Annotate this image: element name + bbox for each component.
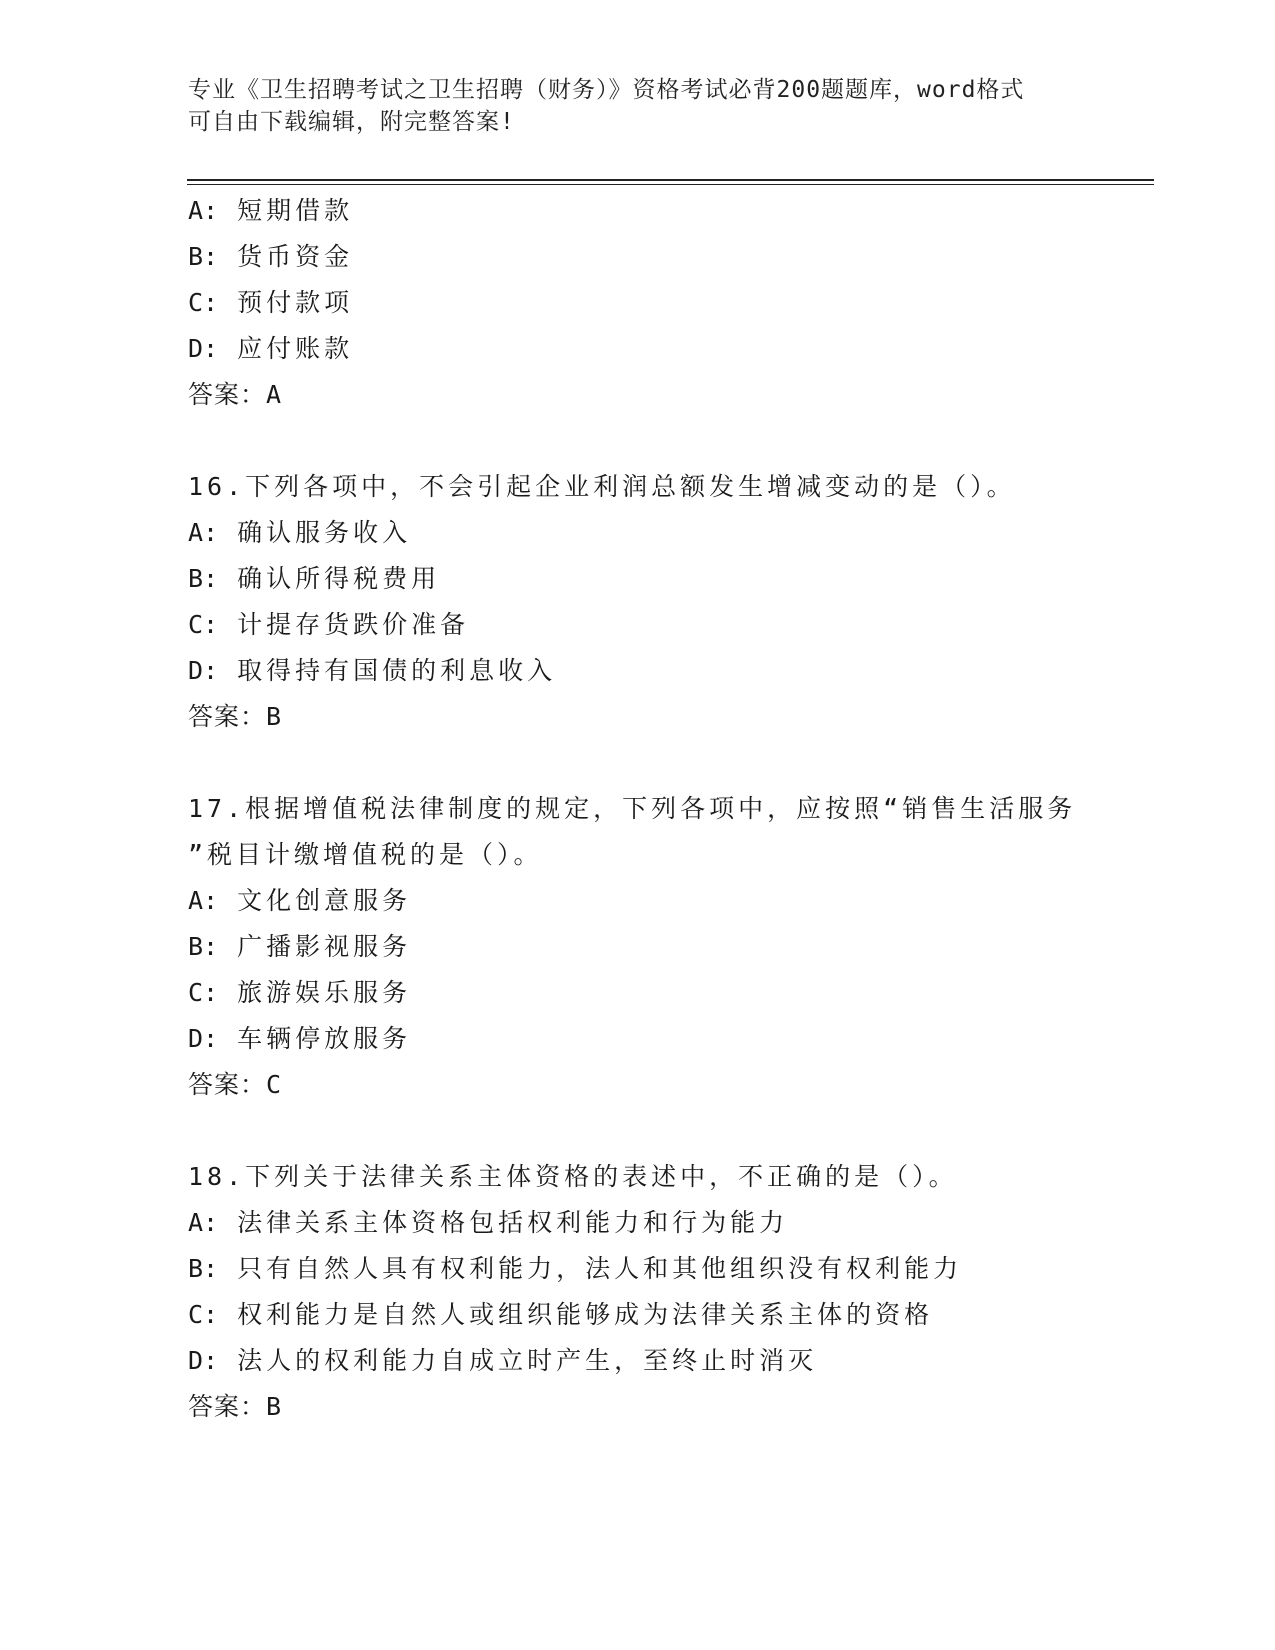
answer-label: 答案： bbox=[188, 702, 267, 731]
answer-option bbox=[188, 1016, 1188, 1062]
option-text: 短期借款 bbox=[237, 196, 354, 225]
answer-value: B bbox=[266, 702, 283, 731]
answer-line bbox=[188, 694, 1188, 740]
question-block bbox=[188, 418, 1188, 740]
answer-option bbox=[188, 970, 1188, 1016]
option-key: A: bbox=[188, 1208, 219, 1237]
header-rule-thin bbox=[187, 184, 1154, 185]
answer-option bbox=[188, 924, 1188, 970]
question-block bbox=[188, 1108, 1188, 1430]
option-key: D: bbox=[188, 656, 219, 685]
question-title: 16.下列各项中，不会引起企业利润总额发生增减变动的是（）。 bbox=[188, 472, 1016, 501]
option-key: A: bbox=[188, 196, 219, 225]
option-key: C: bbox=[188, 978, 219, 1007]
option-text: 文化创意服务 bbox=[237, 886, 412, 915]
answer-option bbox=[188, 510, 1188, 556]
option-key: B: bbox=[188, 242, 219, 271]
option-text: 法人的权利能力自成立时产生，至终止时消灭 bbox=[237, 1346, 818, 1375]
answer-option bbox=[188, 1246, 1188, 1292]
option-text: 权利能力是自然人或组织能够成为法律关系主体的资格 bbox=[237, 1300, 934, 1329]
option-key: A: bbox=[188, 886, 219, 915]
answer-label: 答案： bbox=[188, 1070, 267, 1099]
answer-option bbox=[188, 1292, 1188, 1338]
answer-line bbox=[188, 372, 1188, 418]
option-key: C: bbox=[188, 1300, 219, 1329]
option-key: D: bbox=[188, 334, 219, 363]
option-text: 确认服务收入 bbox=[237, 518, 412, 547]
answer-label: 答案： bbox=[188, 380, 267, 409]
answer-option bbox=[188, 234, 1188, 280]
question-spacer bbox=[188, 740, 1188, 786]
answer-option bbox=[188, 648, 1188, 694]
option-key: B: bbox=[188, 564, 219, 593]
option-text: 计提存货跌价准备 bbox=[237, 610, 470, 639]
option-text: 广播影视服务 bbox=[237, 932, 412, 961]
option-key: D: bbox=[188, 1024, 219, 1053]
answer-value: A bbox=[266, 380, 283, 409]
option-text: 确认所得税费用 bbox=[237, 564, 441, 593]
option-text: 法律关系主体资格包括权利能力和行为能力 bbox=[237, 1208, 789, 1237]
option-text: 只有自然人具有权利能力，法人和其他组织没有权利能力 bbox=[237, 1254, 963, 1283]
answer-label: 答案： bbox=[188, 1392, 267, 1421]
option-key: B: bbox=[188, 932, 219, 961]
answer-option bbox=[188, 556, 1188, 602]
question-spacer bbox=[188, 418, 1188, 464]
answer-option bbox=[188, 1338, 1188, 1384]
question-block bbox=[188, 740, 1188, 1108]
document-header bbox=[188, 74, 1088, 138]
question-list bbox=[188, 188, 1188, 1430]
option-text: 应付账款 bbox=[237, 334, 354, 363]
answer-line bbox=[188, 1062, 1188, 1108]
header-rule-thick bbox=[187, 179, 1154, 181]
answer-value: B bbox=[266, 1392, 283, 1421]
answer-option bbox=[188, 280, 1188, 326]
answer-option bbox=[188, 878, 1188, 924]
option-key: C: bbox=[188, 288, 219, 317]
answer-option bbox=[188, 188, 1188, 234]
option-text: 预付款项 bbox=[237, 288, 354, 317]
question-block bbox=[188, 188, 1188, 418]
option-key: D: bbox=[188, 1346, 219, 1375]
option-text: 取得持有国债的利息收入 bbox=[237, 656, 557, 685]
question-title: 17.根据增值税法律制度的规定，下列各项中，应按照“销售生活服务 bbox=[188, 794, 1077, 823]
answer-option bbox=[188, 1200, 1188, 1246]
question-title: ”税目计缴增值税的是（）。 bbox=[188, 840, 543, 869]
option-key: C: bbox=[188, 610, 219, 639]
question-title: 18.下列关于法律关系主体资格的表述中，不正确的是（）。 bbox=[188, 1162, 958, 1191]
option-text: 货币资金 bbox=[237, 242, 354, 271]
answer-value: C bbox=[266, 1070, 283, 1099]
header-line-2: 可自由下载编辑，附完整答案! bbox=[188, 109, 515, 135]
answer-option bbox=[188, 602, 1188, 648]
answer-line bbox=[188, 1384, 1188, 1430]
option-text: 旅游娱乐服务 bbox=[237, 978, 412, 1007]
option-text: 车辆停放服务 bbox=[237, 1024, 412, 1053]
question-spacer bbox=[188, 1108, 1188, 1154]
answer-option bbox=[188, 326, 1188, 372]
option-key: B: bbox=[188, 1254, 219, 1283]
option-key: A: bbox=[188, 518, 219, 547]
header-line-1: 专业《卫生招聘考试之卫生招聘（财务）》资格考试必背200题题库，word格式 bbox=[188, 77, 1025, 103]
